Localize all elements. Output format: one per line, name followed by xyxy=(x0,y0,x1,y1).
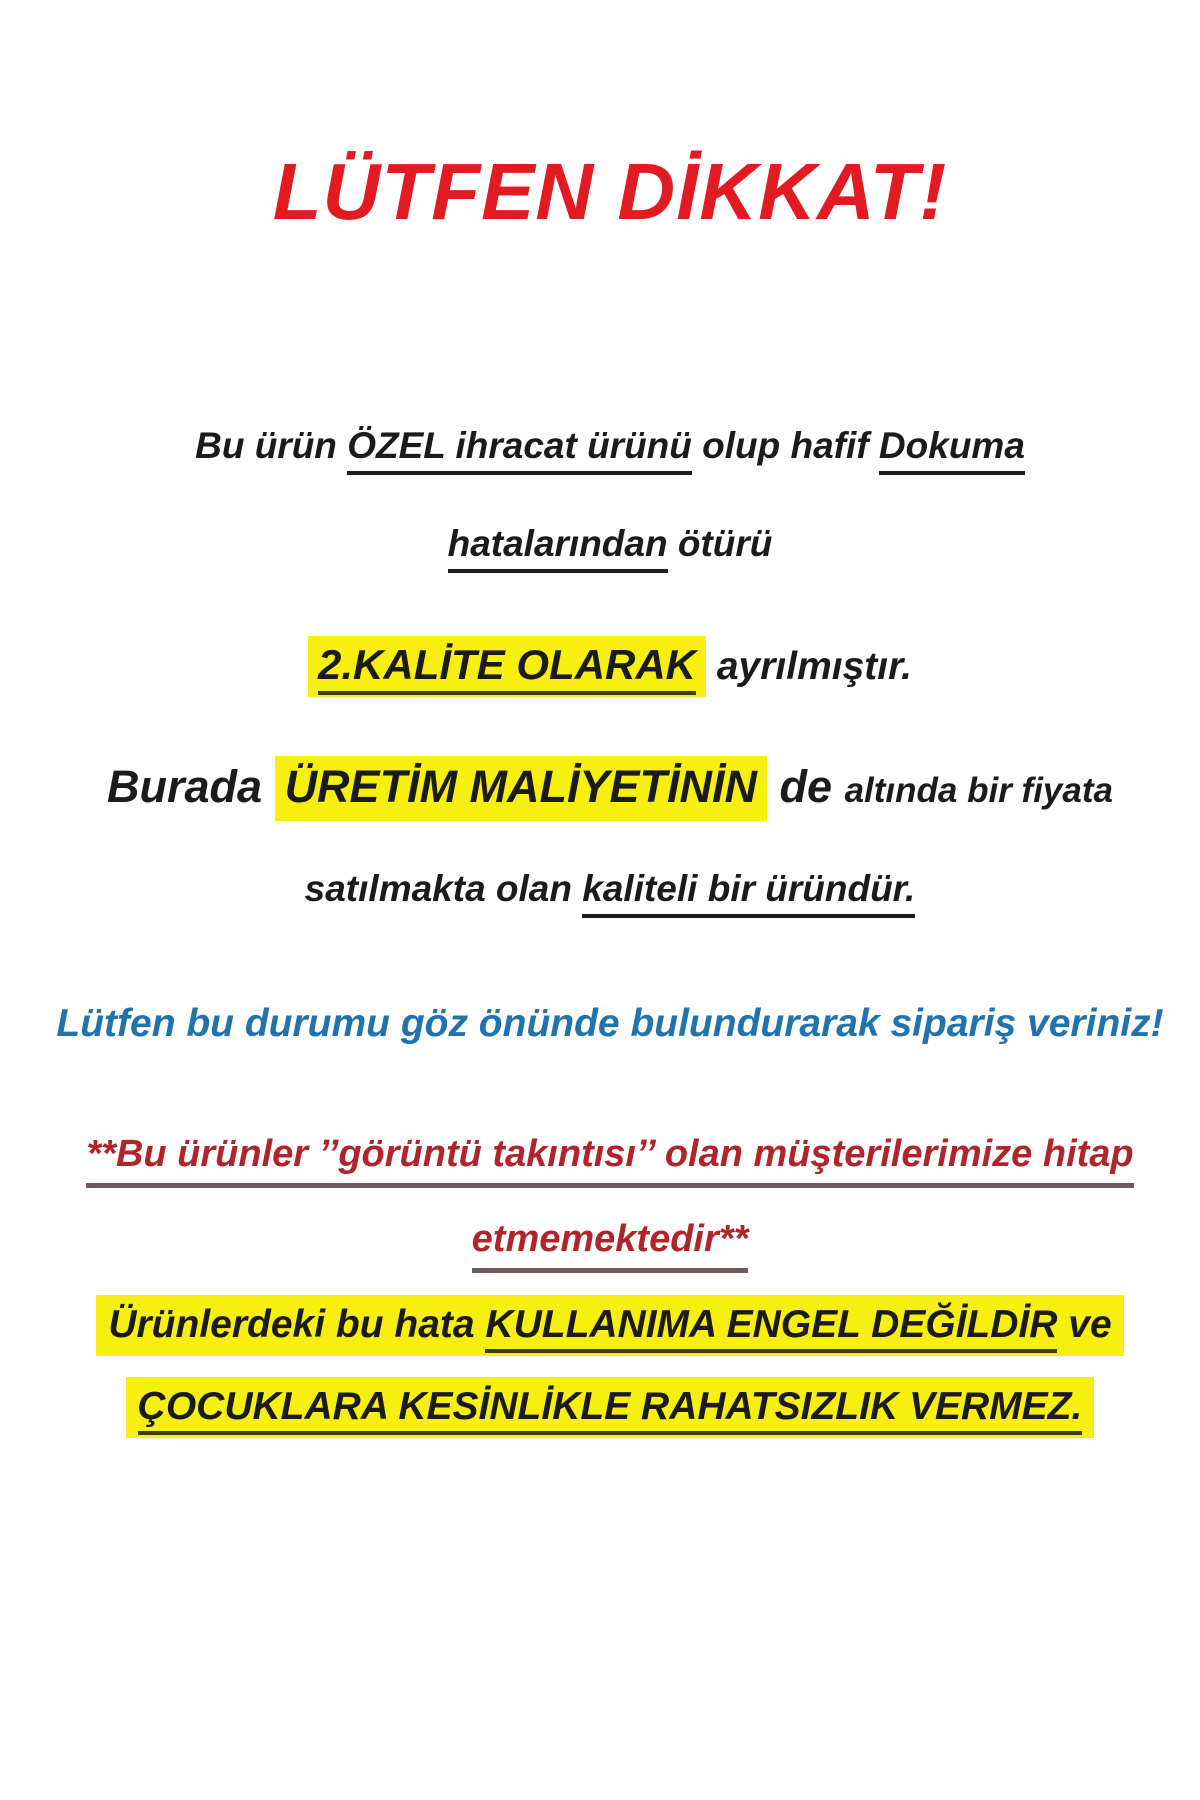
quality-highlight-underlined: 2.KALİTE OLARAK xyxy=(318,641,696,695)
order-advice-line: Lütfen bu durumu göz önünde bulundurarak sipariş veriniz! xyxy=(56,1002,1164,1046)
intro-text: Bu ürün xyxy=(195,425,348,466)
cost-underlined-kaliteli: kaliteli bir üründür. xyxy=(582,868,915,918)
assurance-line-1 xyxy=(30,1299,1190,1352)
assurance-line-2-underlined: ÇOCUKLARA KESİNLİKLE RAHATSIZLIK VERMEZ. xyxy=(138,1385,1083,1435)
cost-highlight-uretim-maliyeti: ÜRETİM MALİYETİNİN xyxy=(275,756,767,821)
cost-text-burada: Burada xyxy=(107,760,275,812)
cost-line-2 xyxy=(30,865,1190,913)
intro-text-end: ötürü xyxy=(667,523,773,565)
assurance-line-1-highlight xyxy=(96,1295,1123,1356)
warning-line-2-underlined: etmemektedir** xyxy=(472,1218,749,1273)
assurance-line-2-highlight xyxy=(126,1377,1095,1438)
warning-line-1-underlined: **Bu ürünler ’’görüntü takıntısı’’ olan müşterilerimize hitap xyxy=(86,1133,1133,1188)
quality-highlight xyxy=(308,636,706,697)
warning-line-2 xyxy=(30,1215,1190,1264)
page-title: LÜTFEN DİKKAT! xyxy=(272,147,948,236)
intro-line-1 xyxy=(30,422,1190,470)
quality-text-rest: ayrılmıştır. xyxy=(706,645,912,689)
intro-line-2 xyxy=(30,520,1190,568)
intro-underlined-dokuma: Dokuma xyxy=(879,425,1025,475)
cost-line-1 xyxy=(30,759,1190,815)
intro-text-mid: olup hafif xyxy=(691,425,879,466)
intro-underlined-hatalarindan: hatalarından xyxy=(448,523,668,573)
quality-line xyxy=(30,638,1190,693)
cost-text-de: de xyxy=(767,760,845,812)
assurance-line-2 xyxy=(30,1381,1190,1434)
cost-text-altinda: altında bir fiyata xyxy=(844,770,1113,810)
intro-underlined-ozel-ihracat: ÖZEL ihracat ürünü xyxy=(347,425,692,475)
warning-line-1 xyxy=(30,1130,1190,1179)
assurance-underlined-kullanima: KULLANIMA ENGEL DEĞİLDİR xyxy=(485,1303,1057,1353)
cost-text-satilmakta: satılmakta olan xyxy=(304,868,583,910)
assurance-text-urunlerdeki: Ürünlerdeki bu hata xyxy=(108,1302,486,1346)
assurance-text-ve: ve xyxy=(1057,1302,1112,1346)
